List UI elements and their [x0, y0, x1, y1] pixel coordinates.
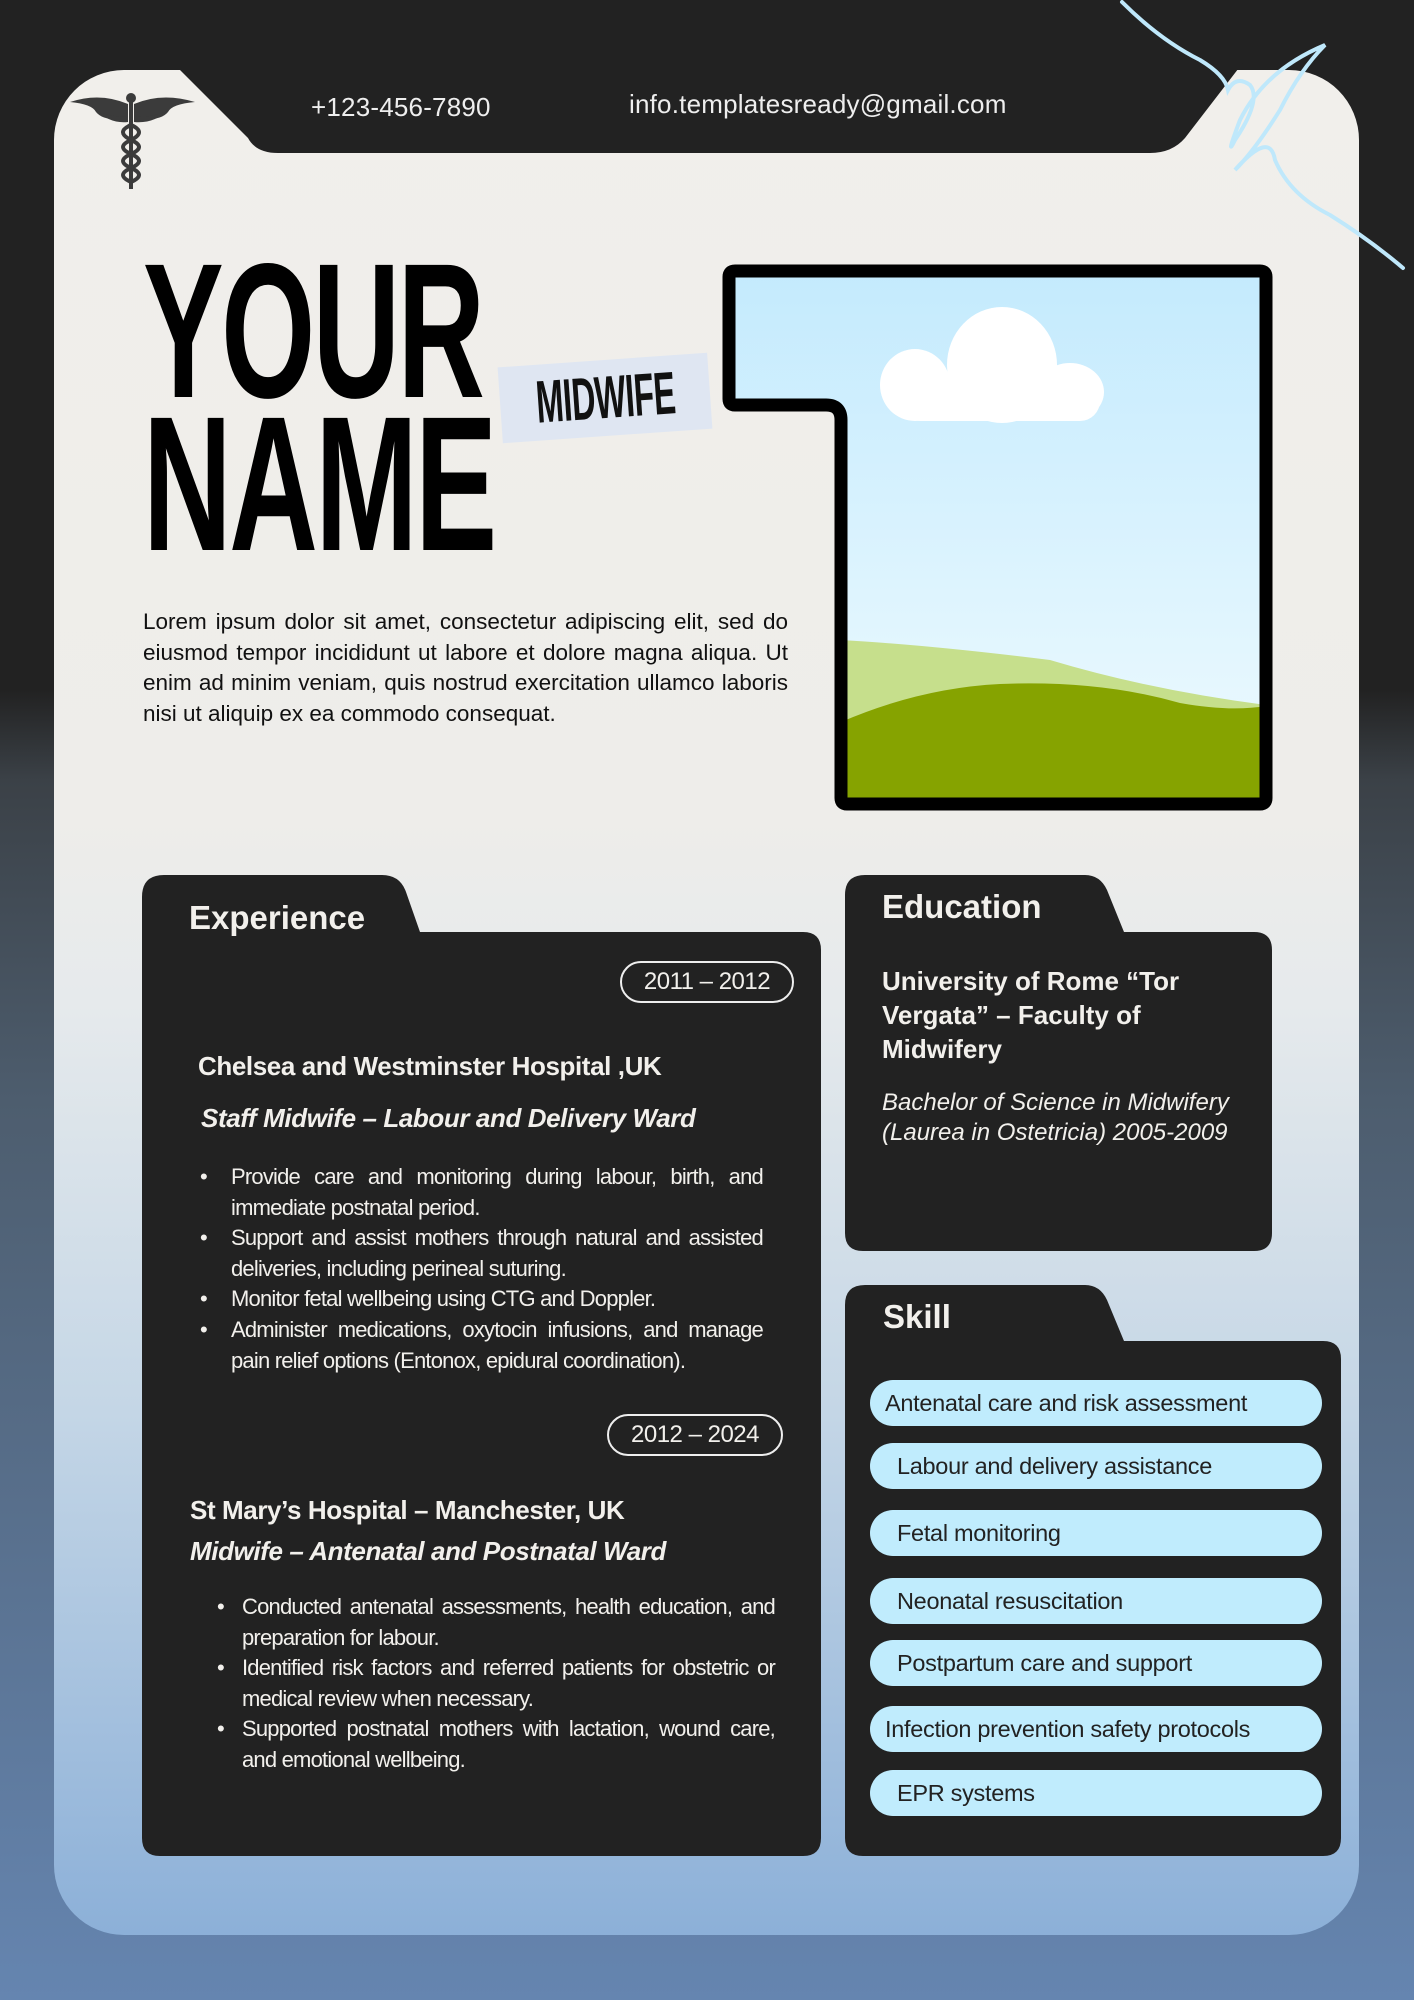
skill-pill: Postpartum care and support	[870, 1640, 1322, 1686]
job-2-dates: 2012 – 2024	[607, 1414, 783, 1456]
job-2-organization: St Mary’s Hospital – Manchester, UK	[190, 1495, 625, 1525]
name-line-2: NAME	[143, 376, 495, 591]
job-2-role: Midwife – Antenatal and Postnatal Ward	[190, 1536, 666, 1566]
job-1-organization: Chelsea and Westminster Hospital ,UK	[198, 1051, 662, 1081]
list-item: • Provide care and monitoring during labour, birth, and immediate postnatal period.	[200, 1164, 763, 1220]
list-item: • Conducted antenatal assessments, health education, and preparation for labour.	[217, 1594, 775, 1650]
list-item: • Supported postnatal mothers with lactation, wound care, and emotional wellbeing.	[217, 1716, 775, 1772]
skill-pill: Fetal monitoring	[870, 1510, 1322, 1556]
skill-pill: Infection prevention safety protocols	[870, 1706, 1322, 1752]
job-2-bullets	[217, 1592, 775, 1776]
skill-pill: Neonatal resuscitation	[870, 1578, 1322, 1624]
skill-pill: Antenatal care and risk assessment	[870, 1380, 1322, 1426]
about-paragraph: Lorem ipsum dolor sit amet, consectetur adipiscing elit, sed do eiusmod tempor incididunt ut labore et dolore magna aliqua. Ut enim ad minim veniam, quis nostrud exercitation ullamco laboris nisi ut aliquip ex ea commodo consequat.	[143, 609, 788, 726]
role-title: MIDWIFE	[533, 359, 677, 436]
skill-pill: EPR systems	[870, 1770, 1322, 1816]
role-tag	[498, 353, 713, 443]
list-item: • Monitor fetal wellbeing using CTG and Doppler.	[200, 1286, 656, 1312]
job-1-role: Staff Midwife – Labour and Delivery Ward	[201, 1103, 696, 1133]
education-school: University of Rome “Tor Vergata” – Faculty of Midwifery	[882, 966, 1180, 1064]
email-address[interactable]: info.templatesready@gmail.com	[629, 89, 1007, 119]
phone-number[interactable]: +123-456-7890	[311, 92, 491, 122]
education-degree: Bachelor of Science in Midwifery (Laurea in Ostetricia) 2005-2009	[882, 1089, 1229, 1146]
list-item: • Administer medications, oxytocin infusions, and manage pain relief options (Entonox, epidural coordination).	[200, 1316, 763, 1373]
education-title: Education	[882, 888, 1042, 925]
skill-pill: Labour and delivery assistance	[870, 1443, 1322, 1489]
job-1-bullets	[200, 1162, 763, 1376]
experience-title: Experience	[189, 899, 366, 936]
name-line-1: YOUR	[143, 223, 483, 438]
job-1-dates: 2011 – 2012	[620, 961, 794, 1003]
list-item: • Identified risk factors and referred patients for obstetric or medical review when necessary.	[217, 1655, 775, 1711]
skill-title: Skill	[883, 1298, 951, 1335]
list-item: • Support and assist mothers through natural and assisted deliveries, including perineal suturing.	[200, 1225, 763, 1281]
